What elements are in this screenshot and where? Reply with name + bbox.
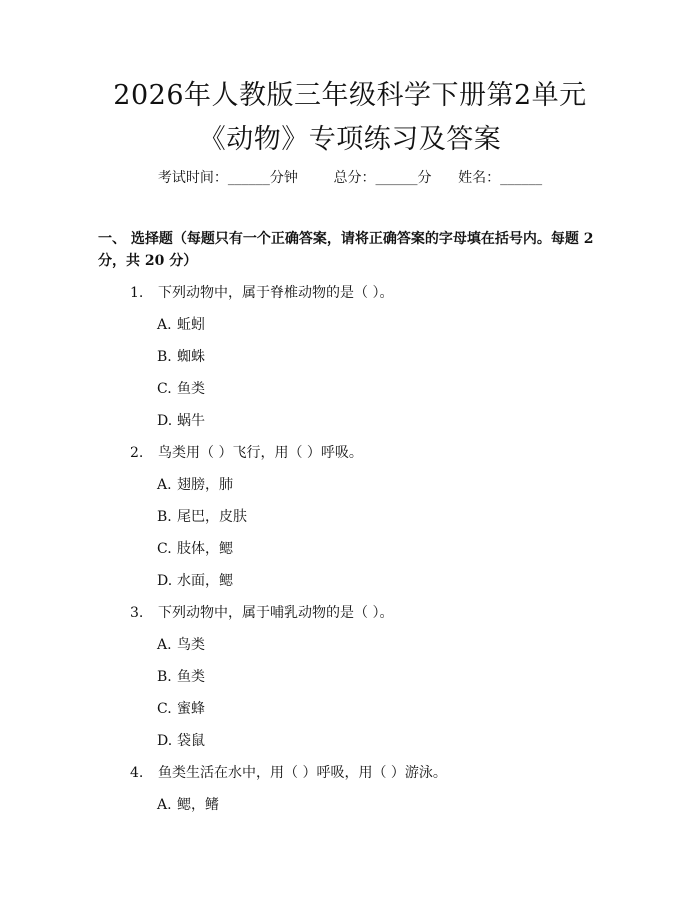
section-heading — [98, 228, 603, 272]
question-3-option-c — [157, 699, 205, 719]
option-text: 鸟类 — [177, 637, 205, 653]
option-letter: C. — [157, 381, 172, 397]
question-2-option-d — [157, 571, 233, 591]
question-1-option-c — [157, 379, 205, 399]
option-text: 鱼类 — [177, 381, 205, 397]
question-3-option-b — [157, 667, 205, 687]
time-unit: 分钟 — [269, 170, 298, 186]
question-3-option-d — [157, 731, 205, 751]
option-text: 翅膀，肺 — [177, 477, 233, 493]
name-blank: ______ — [500, 170, 543, 186]
question-4-option-a — [157, 795, 219, 815]
time-label: 考试时间： — [157, 170, 228, 186]
question-2-option-b — [157, 507, 247, 527]
option-text: 袋鼠 — [177, 733, 205, 749]
option-text: 蜗牛 — [177, 413, 205, 429]
section-heading-text: 选择题（每题只有一个正确答案，请将正确答案的字母填在括号内。每题 2 分，共 20 分） — [98, 231, 594, 269]
question-2 — [130, 443, 363, 463]
question-text: 鸟类用（ ）飞行，用（ ）呼吸。 — [158, 445, 363, 461]
time-blank: ______ — [227, 170, 270, 186]
question-text: 鱼类生活在水中，用（ ）呼吸，用（ ）游泳。 — [158, 765, 447, 781]
option-text: 鱼类 — [177, 669, 205, 685]
section-number: 一、 — [98, 231, 126, 247]
option-text: 鳃，鳍 — [177, 797, 219, 813]
question-2-option-c — [157, 539, 233, 559]
score-unit: 分 — [417, 170, 432, 186]
option-letter: C. — [157, 701, 172, 717]
option-text: 肢体，鳃 — [177, 541, 233, 557]
question-number: 2. — [130, 445, 144, 461]
option-text: 蚯蚓 — [177, 317, 205, 333]
option-letter: B. — [157, 669, 172, 685]
document-title: 2026年人教版三年级科学下册第2单元《动物》专项练习及答案 — [113, 80, 587, 155]
question-3 — [130, 603, 393, 623]
option-letter: D. — [157, 733, 173, 749]
question-3-option-a — [157, 635, 205, 655]
question-2-option-a — [157, 475, 233, 495]
option-text: 蜘蛛 — [177, 349, 205, 365]
option-letter: D. — [157, 413, 173, 429]
question-1-option-d — [157, 411, 205, 431]
option-letter: A. — [157, 637, 172, 653]
option-letter: A. — [157, 797, 172, 813]
exam-meta-line — [0, 168, 700, 188]
question-1 — [130, 283, 393, 303]
option-text: 尾巴，皮肤 — [177, 509, 247, 525]
question-1-option-b — [157, 347, 205, 367]
option-letter: A. — [157, 477, 172, 493]
question-number: 1. — [130, 285, 144, 301]
name-label: 姓名： — [458, 170, 501, 186]
question-number: 4. — [130, 765, 144, 781]
option-letter: C. — [157, 541, 172, 557]
score-label: 总分： — [333, 170, 376, 186]
option-letter: A. — [157, 317, 172, 333]
question-text: 下列动物中，属于哺乳动物的是（ ）。 — [158, 605, 394, 621]
option-letter: D. — [157, 573, 173, 589]
question-1-option-a — [157, 315, 205, 335]
option-letter: B. — [157, 509, 172, 525]
score-blank: ______ — [375, 170, 418, 186]
option-text: 蜜蜂 — [177, 701, 205, 717]
option-letter: B. — [157, 349, 172, 365]
question-text: 下列动物中，属于脊椎动物的是（ ）。 — [158, 285, 394, 301]
option-text: 水面，鳃 — [177, 573, 233, 589]
question-4 — [130, 763, 447, 783]
question-number: 3. — [130, 605, 144, 621]
